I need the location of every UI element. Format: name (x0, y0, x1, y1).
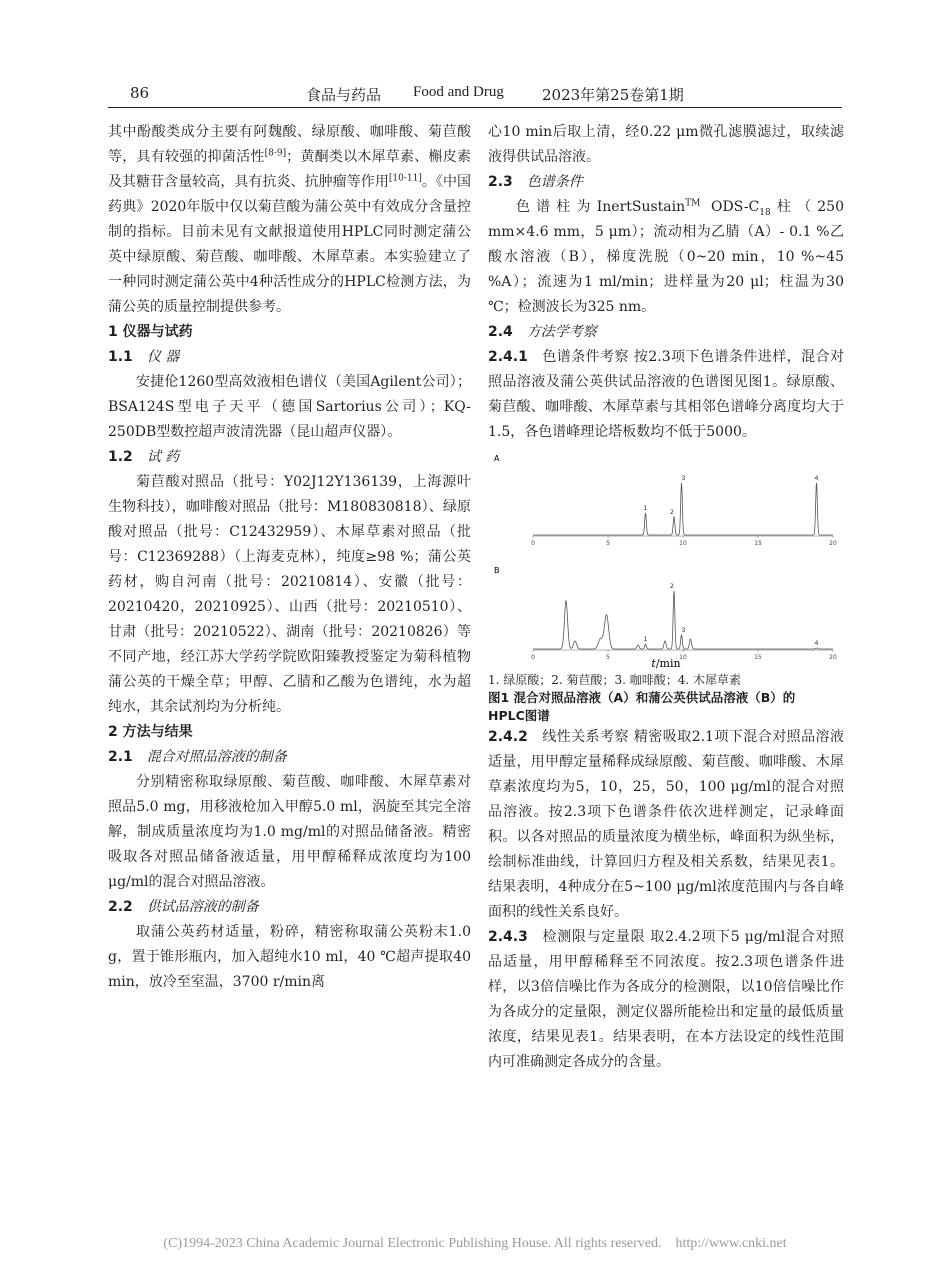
peak-label-a-4: 4 (814, 474, 819, 482)
paragraph-reagents: 菊苣酸对照品（批号：Y02J12Y136139，上海源叶生物科技），咖啡酸对照品（批号：M180830818）、绿原酸对照品（批号：C12432959）、木犀草素对照品（批号：C12369288）（上海麦克林），纯度≥98 %；蒲公英药材，购自河南（批号：20210814）、安徽（批号：20210420，20210925）、山西（批号：20210510）、甘肃（批号：20210522）、湖南（批号：20210826）等不同产地，经江苏大学药学院欧阳臻教授鉴定为菊科植物蒲公英的干燥全草；甲醇、乙腈和乙酸为色谱纯，水为超纯水，其余试剂均为分析纯。 (108, 474, 471, 715)
x-tick-label: 15 (754, 540, 762, 547)
x-tick-label: 20 (829, 654, 837, 661)
subsection-heading-2-4: 2.4 方法学考察 (488, 324, 597, 340)
trace-b (533, 591, 833, 649)
paragraph-2-4-3: 2.4.3 检测限与定量限 取2.4.2项下5 μg/ml混合对照品适量，用甲醇稀释至不同浓度。按2.3项色谱条件进样，以3倍信噪比作为各成分的检测限，以10倍信噪比作为各成分的定量限，测定仪器所能检出和定量的最低质量浓度，结果见表1。结果表明，在本方法设定的线性范围内可准确测定各成分的含量。 (488, 929, 844, 1070)
peak-label-b-4: 4 (814, 639, 819, 647)
x-tick-label: 5 (606, 540, 610, 547)
peak-label-a-2: 2 (669, 508, 675, 516)
subsection-heading-1-1: 1.1 仪 器 (108, 349, 180, 365)
chromatogram-svg (488, 449, 844, 671)
subsection-heading-2-2: 2.2 供试品溶液的制备 (108, 899, 259, 915)
running-header (108, 84, 842, 106)
subsection-heading-2-3: 2.3 色谱条件 (488, 174, 583, 190)
x-tick-label: 10 (679, 654, 687, 661)
right-column (488, 120, 844, 1075)
panel-label-a: A (494, 454, 500, 463)
footer-copyright: (C)1994-2023 China Academic Journal Electronic Publishing House. All rights reserved. http://www.cnki.net (163, 1236, 787, 1251)
paragraph-instruments: 安捷伦1260型高效液相色谱仪（美国Agilent公司）；BSA124S型电子天平（德国Sartorius公司）；KQ-250DB型数控超声波清洗器（昆山超声仪器）。 (108, 374, 471, 440)
section-heading-1: 1 仪器与试药 (108, 324, 193, 340)
panel-label-b: B (494, 566, 500, 575)
section-heading-2: 2 方法与结果 (108, 724, 193, 740)
left-column (108, 120, 471, 995)
peak-label-b-1: 1 (643, 635, 648, 643)
paragraph-sample-solution-cont: 心10 min后取上清，经0.22 μm微孔滤膜滤过，取续滤液得供试品溶液。 (488, 124, 844, 165)
subsection-heading-2-1: 2.1 混合对照品溶液的制备 (108, 749, 287, 765)
paragraph-2-4-1: 2.4.1 色谱条件考察 按2.3项下色谱条件进样，混合对照品溶液及蒲公英供试品溶液的色谱图见图1。绿原酸、菊苣酸、咖啡酸、木犀草素与其相邻色谱峰分离度均大于1.5，各色谱峰理论塔板数均不低于5000。 (488, 349, 844, 440)
trace-a (533, 483, 833, 535)
page-number: 86 (130, 84, 150, 102)
x-tick-label: 20 (829, 540, 837, 547)
peak-label-b-3: 3 (681, 626, 686, 634)
journal-title-cn: 食品与药品 (306, 86, 382, 104)
figure-caption: 图1 混合对照品溶液（A）和蒲公英供试品溶液（B）的 HPLC图谱 (488, 690, 796, 723)
x-tick-label: 10 (679, 540, 687, 547)
paragraph-sample-solution: 取蒲公英药材适量，粉碎，精密称取蒲公英粉末1.0 g，置于锥形瓶内，加入超纯水10 ml，40 ℃超声提取40 min，放冷至室温，3700 r/min离 (108, 924, 471, 990)
paragraph-chromatographic-conditions: 色谱柱为InertSustain™ ODS-$C_{18}$柱（250 mm×4.6 mm，5 μm）；流动相为乙腈（A）- 0.1 %乙酸水溶液（B），梯度洗脱（0~20 min，10 %~45 %A）；流速为1 ml/min；进样量为20 μl；柱温为30 ℃；检测波长为325 nm。 (488, 198, 844, 315)
subsection-heading-1-2: 1.2 试 药 (108, 449, 180, 465)
volume-issue: 2023年第25卷第1期 (542, 86, 684, 104)
citation-ref: [10-11] (388, 173, 422, 184)
peak-label-a-1: 1 (643, 504, 648, 512)
peak-label-a-3: 3 (681, 474, 686, 482)
x-tick-label: 5 (606, 654, 610, 661)
x-tick-label: 15 (754, 654, 762, 661)
figure-1-chromatograms (488, 449, 844, 671)
x-tick-label: 0 (531, 654, 535, 661)
citation-ref: [8-9] (264, 148, 287, 159)
peak-label-b-2: 2 (669, 582, 675, 590)
figure-peak-legend: 1. 绿原酸；2. 菊苣酸；3. 咖啡酸；4. 木犀草素 (488, 673, 742, 687)
paragraph-2-4-2: 2.4.2 线性关系考察 精密吸取2.1项下混合对照品溶液适量，用甲醇定量稀释成绿原酸、菊苣酸、咖啡酸、木犀草素浓度均为5，10，25，50，100 μg/ml的混合对照品溶液。按2.3项下色谱条件依次进样测定，记录峰面积。以各对照品的质量浓度为横坐标，峰面积为纵坐标，绘制标准曲线，计算回归方程及相关系数，结果见表1。结果表明，4种成分在5~100 μg/ml浓度范围内与各自峰面积的线性关系良好。 (488, 729, 844, 920)
x-axis-label: t/min (651, 657, 681, 670)
x-tick-label: 0 (531, 540, 535, 547)
paragraph-intro: 其中酚酸类成分主要有阿魏酸、绿原酸、咖啡酸、菊苣酸等，具有较强的抑菌活性[8-9]；黄酮类以木犀草素、槲皮素及其糖苷含量较高，具有抗炎、抗肿瘤等作用[10-11]。《中国药典》2020年版中仅以菊苣酸为蒲公英中有效成分含量控制的指标。目前未见有文献报道使用HPLC同时测定蒲公英中绿原酸、菊苣酸、咖啡酸、木犀草素。本实验建立了一种同时测定蒲公英中4种活性成分的HPLC检测方法，为蒲公英的质量控制提供参考。 (108, 124, 472, 315)
paragraph-reference-solution: 分别精密称取绿原酸、菊苣酸、咖啡酸、木犀草素对照品5.0 mg，用移液枪加入甲醇5.0 ml，涡旋至其完全溶解，制成质量浓度均为1.0 mg/ml的对照品储备液。精密吸取各对照品储备液适量，用甲醇稀释成浓度均为100 μg/ml的混合对照品溶液。 (108, 774, 471, 890)
journal-title-en: Food and Drug (413, 84, 504, 100)
header-rule (108, 107, 842, 108)
